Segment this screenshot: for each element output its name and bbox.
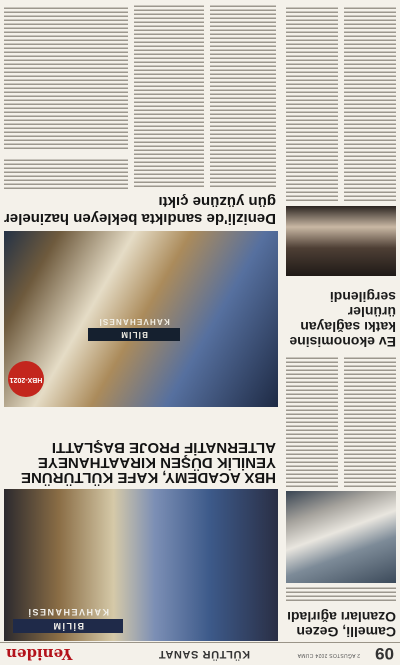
page-number: 09 [375, 644, 394, 663]
denizli-body-col3 [4, 5, 128, 149]
story1-body-col1 [344, 355, 396, 487]
hbx-badge: HBX-2021 [8, 361, 44, 397]
left-column [282, 0, 400, 641]
newspaper-logo: Yeniden [6, 645, 73, 663]
story1-photo [286, 491, 396, 583]
denizli-body-col2 [134, 5, 204, 187]
page-header [0, 642, 400, 665]
story1-body-col2 [286, 355, 338, 487]
story1-byline-text [286, 587, 396, 601]
denizli-headline: Denizli'de sandıkta bekleyen hazineler gün yüzüne çıktı [4, 193, 276, 227]
main-headline: HBX ACADEMY, KAFE KÜLTÜRÜNE YENİLİK DÜŞEN KIRAATHANEYE ALTERNATİF PROJE BAŞLATTI [21, 439, 276, 486]
denizli-body-col1 [210, 5, 276, 187]
cafe-sign-top: BİLİM KAHVEHANESİ [13, 619, 123, 633]
denizli-deck [4, 159, 128, 189]
story2-body-col1 [344, 5, 396, 201]
story1-headline: Camelli, Gezen Ozanları ağırladı [287, 609, 396, 640]
cafe-sign-main: BİLİM KAHVEHANESİ [88, 328, 180, 341]
story2-photo [286, 206, 396, 276]
section-title: KÜLTÜR SANAT [158, 648, 250, 660]
story2-headline: Ev ekonomisine katkı sağlayan ürünler sergilendi [289, 289, 396, 350]
denizli-deck-lines [4, 159, 128, 189]
issue-date: 2 AĞUSTOS 2024 CUMA [297, 652, 360, 658]
story2-body-col2 [286, 5, 338, 201]
